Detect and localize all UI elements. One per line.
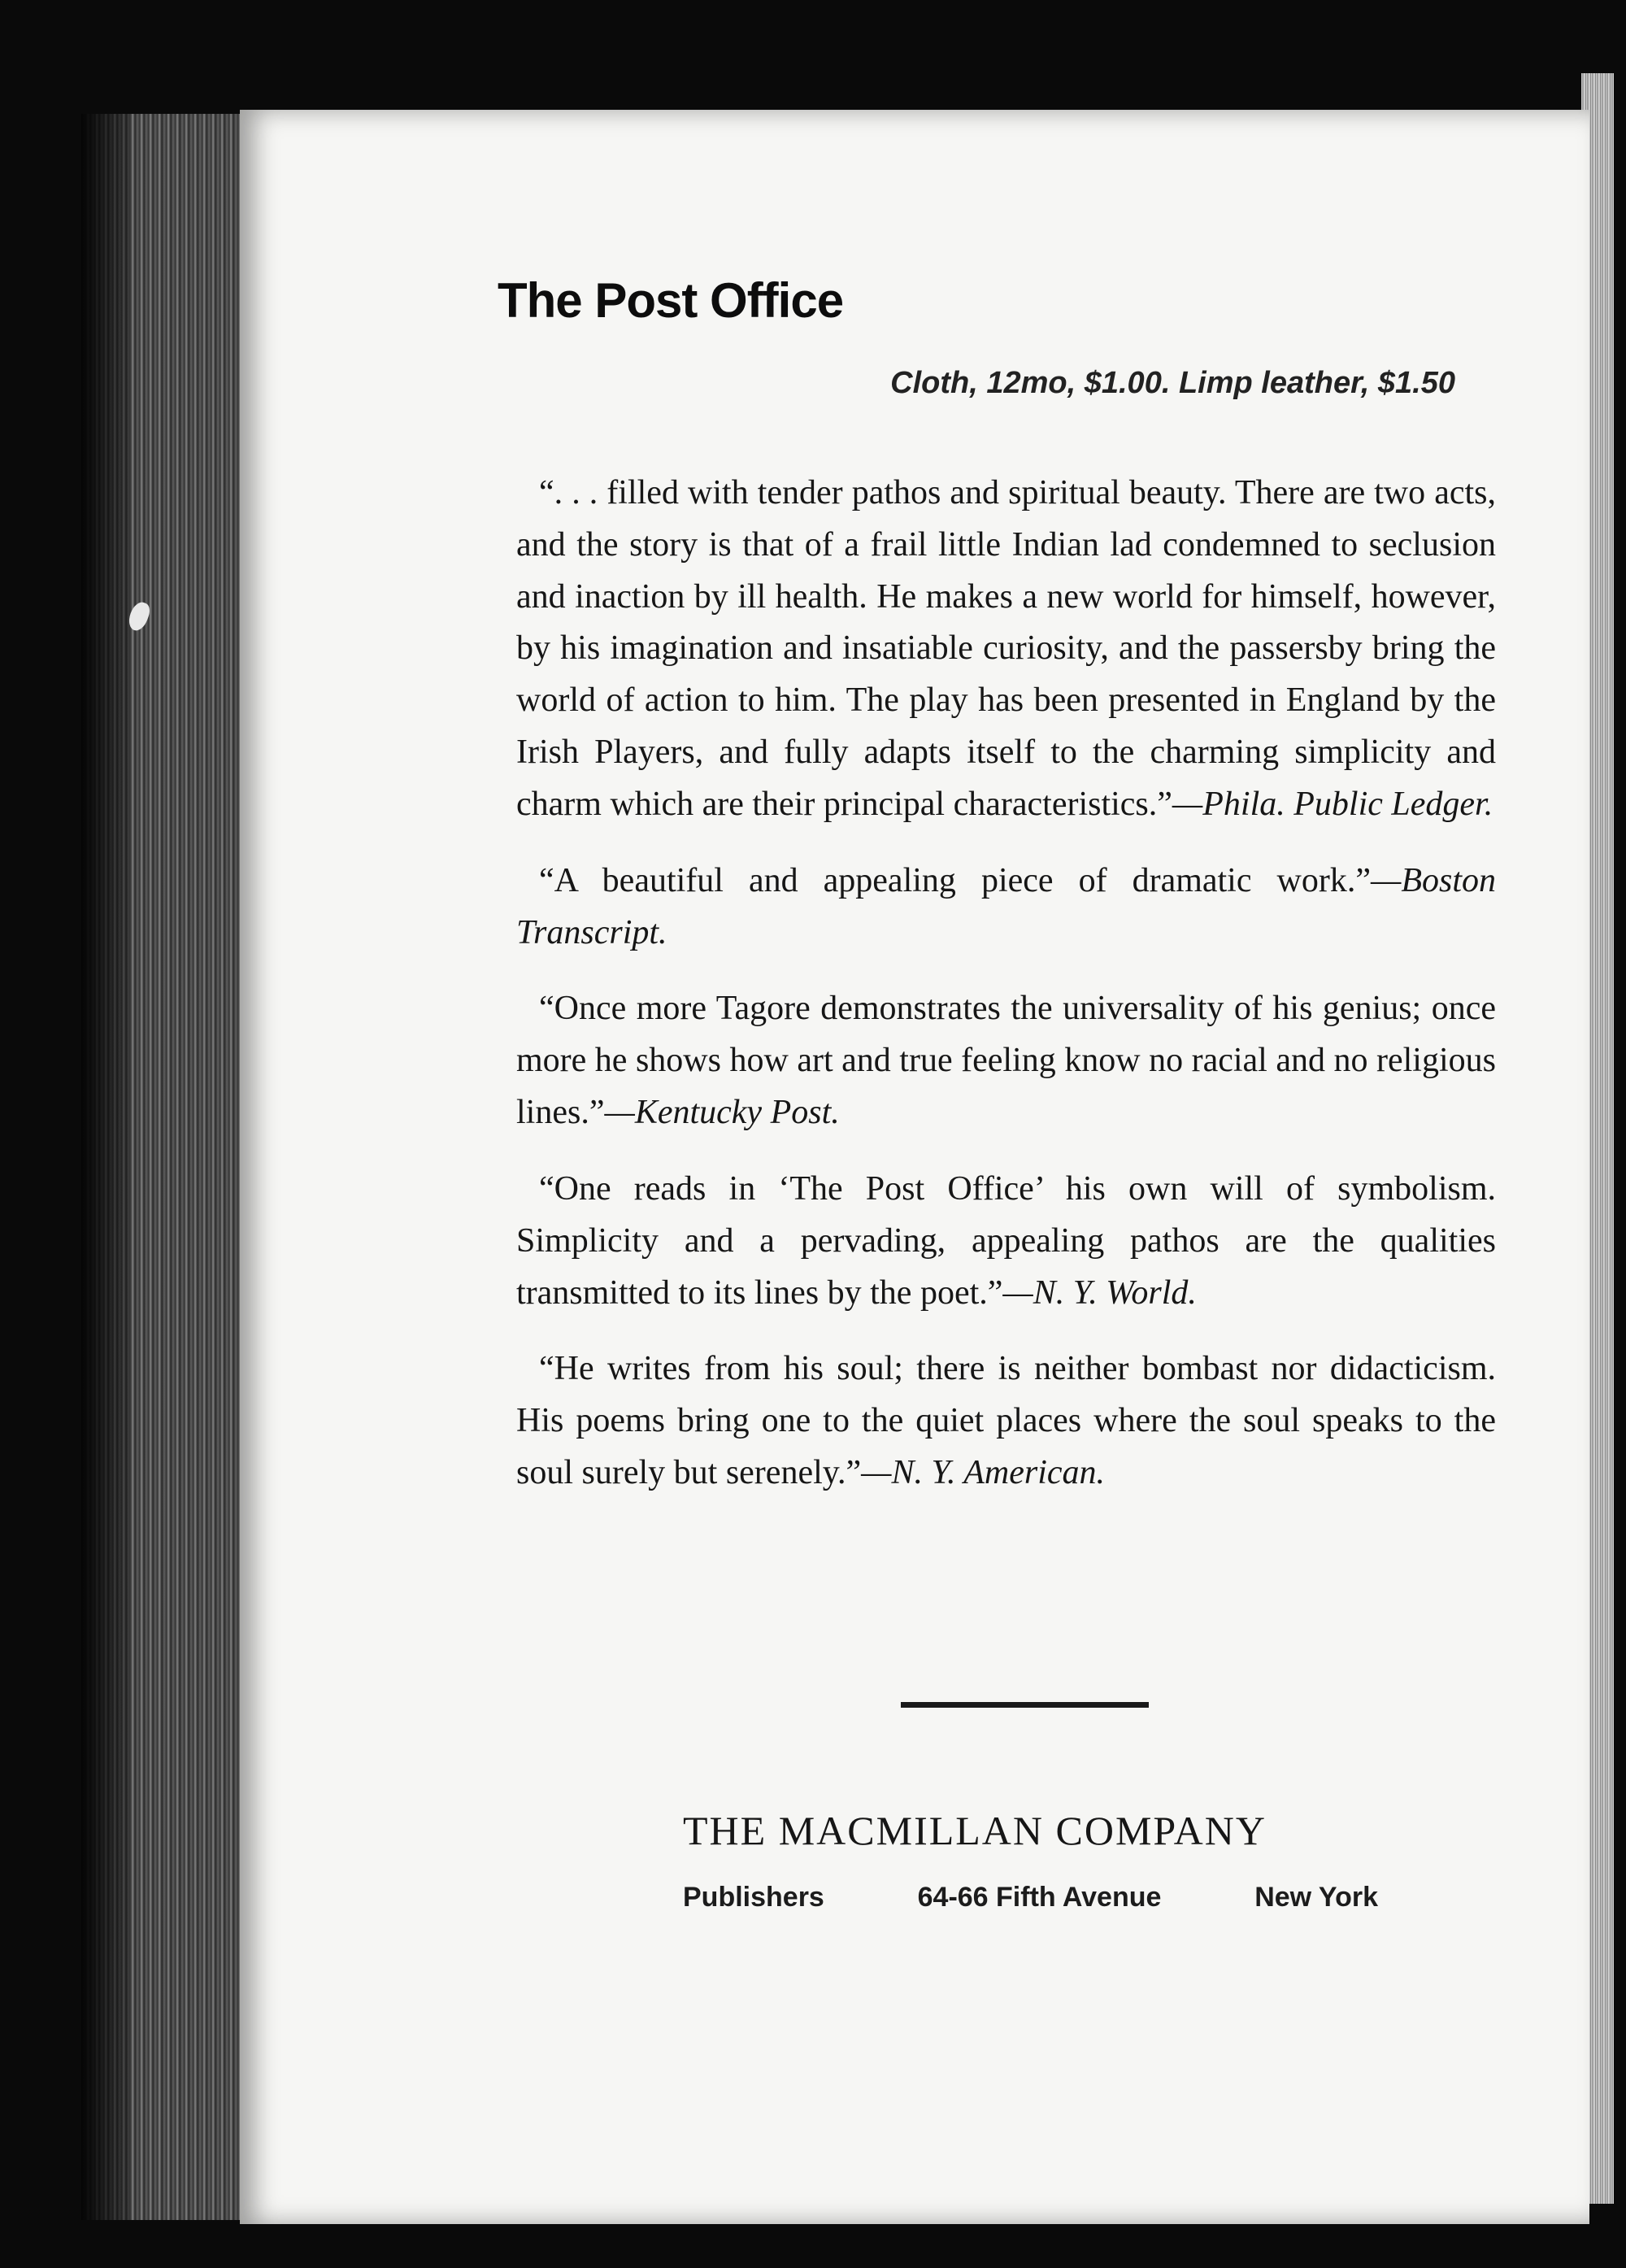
review-source: —Kentucky Post.	[604, 1094, 840, 1132]
review-source: —Boston Transcript.	[516, 861, 1496, 951]
review-quote	[516, 1164, 1496, 1319]
review-list	[516, 468, 1496, 1524]
review-source: —Phila. Public Ledger.	[1172, 785, 1493, 823]
review-quote	[516, 855, 1496, 960]
publisher-role: Publishers	[683, 1882, 824, 1913]
section-divider	[901, 1702, 1149, 1708]
review-quote	[516, 1343, 1496, 1499]
publisher-address: 64-66 Fifth Avenue	[917, 1882, 1162, 1913]
publisher-city: New York	[1254, 1882, 1378, 1913]
review-source: —N. Y. World.	[1002, 1273, 1197, 1312]
review-quote	[516, 468, 1496, 831]
review-quote	[516, 983, 1496, 1138]
review-text: “One reads in ‘The Post Office’ his own will of symbolism. Simplicity and a pervading, appealing pathos are the qualities transmitted to its lines by the poet.”	[516, 1169, 1496, 1312]
review-text: “A beautiful and appealing piece of dramatic work.”	[539, 861, 1371, 899]
publisher-details	[683, 1882, 1378, 1913]
review-source: —N. Y. American.	[861, 1454, 1106, 1492]
book-title: The Post Office	[498, 273, 844, 328]
review-text: “. . . filled with tender pathos and spiritual beauty. There are two acts, and the story is that of a frail little Indian lad condemned to seclusion and inaction by ill health. He makes a new world for himself, however, by his imagination and insatiable curiosity, and the passersby bring the world of action to him. The play has been presented in England by the Irish Players, and fully adapts itself to the charming simplicity and charm which are their principal characteristics.”	[516, 474, 1496, 823]
publisher-name: THE MACMILLAN COMPANY	[683, 1808, 1267, 1853]
review-text: “He writes from his soul; there is neither bombast nor didacticism. His poems bring one to the quiet places where the soul speaks to the soul surely but serenely.”	[516, 1350, 1496, 1492]
review-text: “Once more Tagore demonstrates the universality of his genius; once more he shows how art and true feeling know no racial and no religious lines.”	[516, 990, 1496, 1132]
price-line: Cloth, 12mo, $1.00. Limp leather, $1.50	[890, 366, 1455, 400]
